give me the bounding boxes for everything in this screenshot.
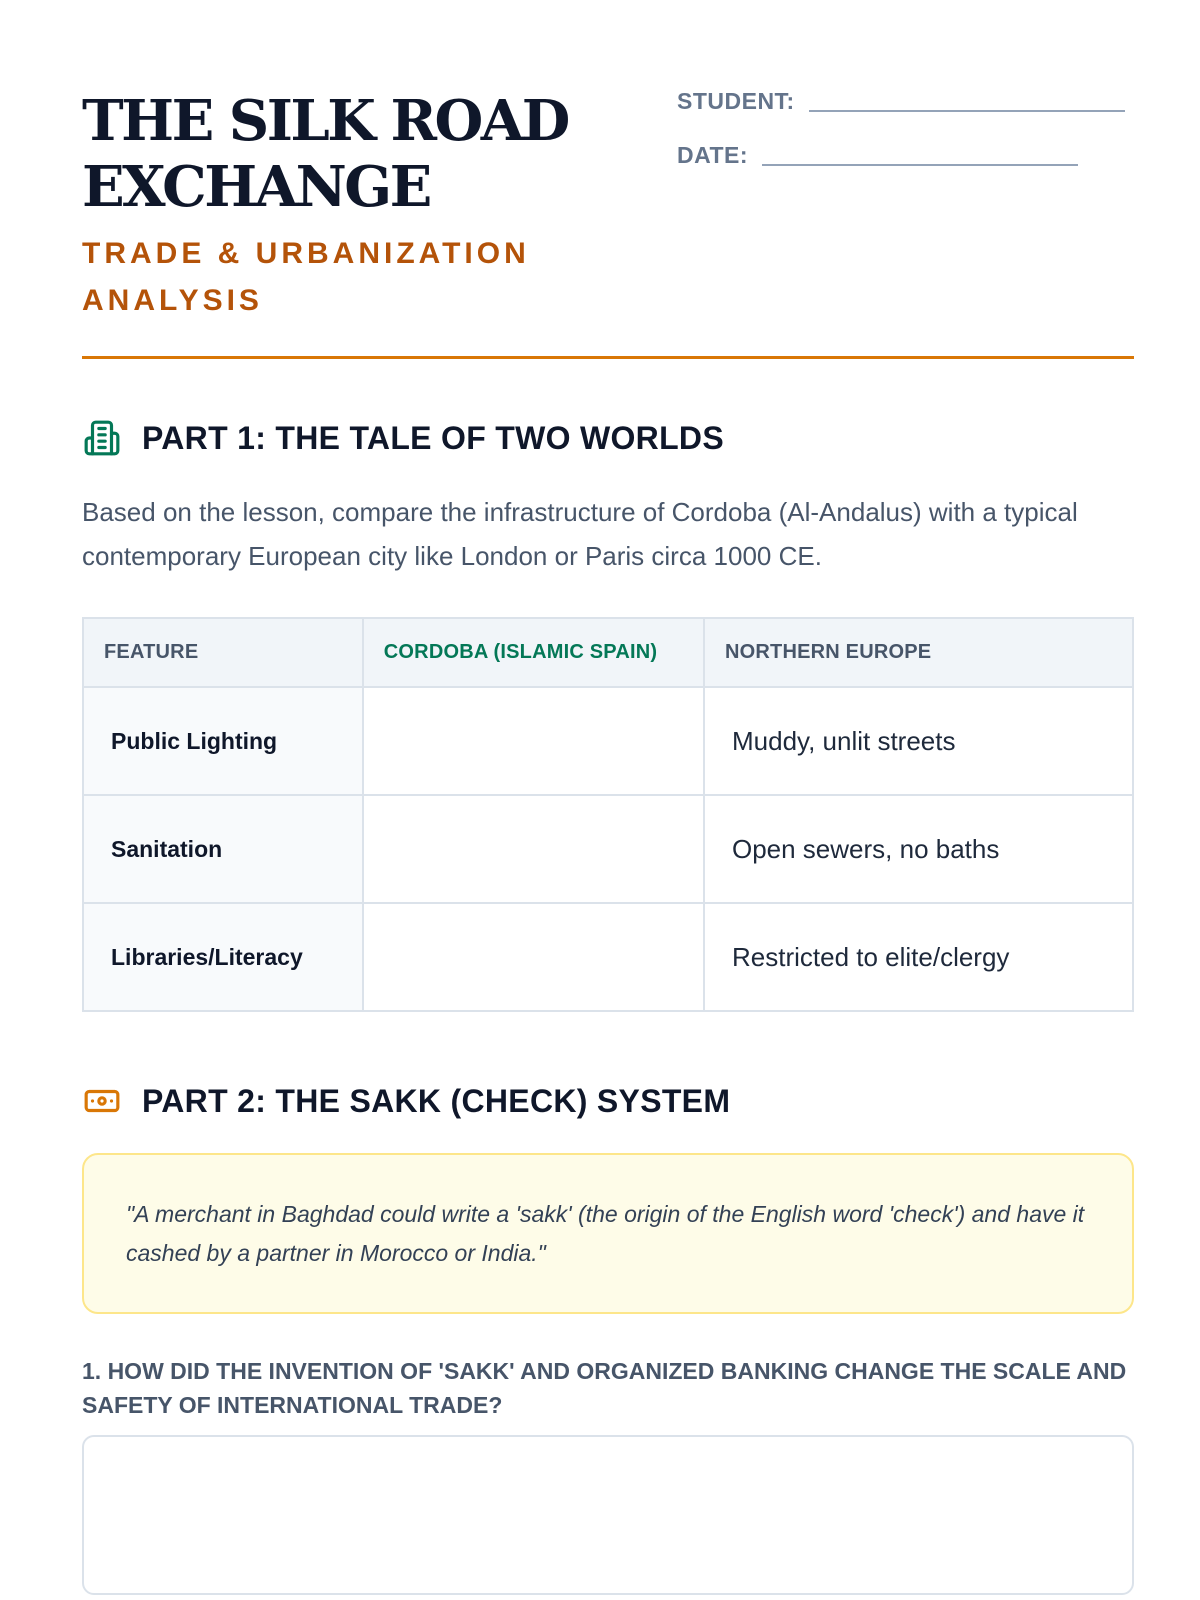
header-europe: NORTHERN EUROPE	[704, 618, 1133, 687]
feature-cell: Sanitation	[83, 795, 363, 903]
cordoba-answer-cell[interactable]	[363, 903, 704, 1011]
feature-cell: Libraries/Literacy	[83, 903, 363, 1011]
part1-heading	[82, 418, 724, 458]
date-line[interactable]	[762, 164, 1078, 166]
europe-cell: Muddy, unlit streets	[704, 687, 1133, 795]
cordoba-answer-cell[interactable]	[363, 795, 704, 903]
part1-title: PART 1: THE TALE OF TWO WORLDS	[142, 419, 724, 456]
sakk-quote: "A merchant in Baghdad could write a 'sakk' (the origin of the English word 'check') and have it cashed by a partner in Morocco or India."	[82, 1153, 1134, 1314]
table-row	[83, 903, 1133, 1011]
student-field	[677, 88, 1125, 115]
title-line-2: EXCHANGE	[82, 154, 430, 220]
banknote-icon	[82, 1081, 122, 1121]
europe-cell: Open sewers, no baths	[704, 795, 1133, 903]
student-name-line[interactable]	[809, 110, 1125, 112]
date-label: DATE:	[677, 142, 749, 168]
table-header-row	[83, 618, 1133, 687]
worksheet-subtitle	[82, 230, 562, 324]
europe-cell: Restricted to elite/clergy	[704, 903, 1133, 1011]
worksheet-title	[82, 88, 642, 220]
subtitle-line-1: TRADE & URBANIZATION	[82, 237, 530, 270]
subtitle-line-2: ANALYSIS	[82, 284, 263, 317]
building-icon	[82, 418, 122, 458]
part2-title: PART 2: THE SAKK (CHECK) SYSTEM	[142, 1082, 731, 1119]
worksheet-header	[82, 82, 1134, 362]
header-cordoba: CORDOBA (ISLAMIC SPAIN)	[363, 618, 704, 687]
header-divider	[82, 356, 1134, 359]
header-feature: FEATURE	[83, 618, 363, 687]
answer-box[interactable]	[82, 1435, 1134, 1595]
table-row	[83, 795, 1133, 903]
title-line-1: THE SILK ROAD	[82, 88, 568, 154]
cordoba-answer-cell[interactable]	[363, 687, 704, 795]
feature-cell: Public Lighting	[83, 687, 363, 795]
part1-intro: Based on the lesson, compare the infrastructure of Cordoba (Al-Andalus) with a typical contemporary European city like London or Paris circa 1000 CE.	[82, 497, 1078, 571]
table-row	[83, 687, 1133, 795]
comparison-table	[82, 617, 1134, 1012]
student-label: STUDENT:	[677, 88, 795, 114]
date-field	[677, 142, 1078, 169]
question-1: 1. HOW DID THE INVENTION OF 'SAKK' AND ORGANIZED BANKING CHANGE THE SCALE AND SAFETY OF INTERNATIONAL TRADE?	[82, 1358, 1127, 1418]
part2-heading	[82, 1081, 730, 1121]
